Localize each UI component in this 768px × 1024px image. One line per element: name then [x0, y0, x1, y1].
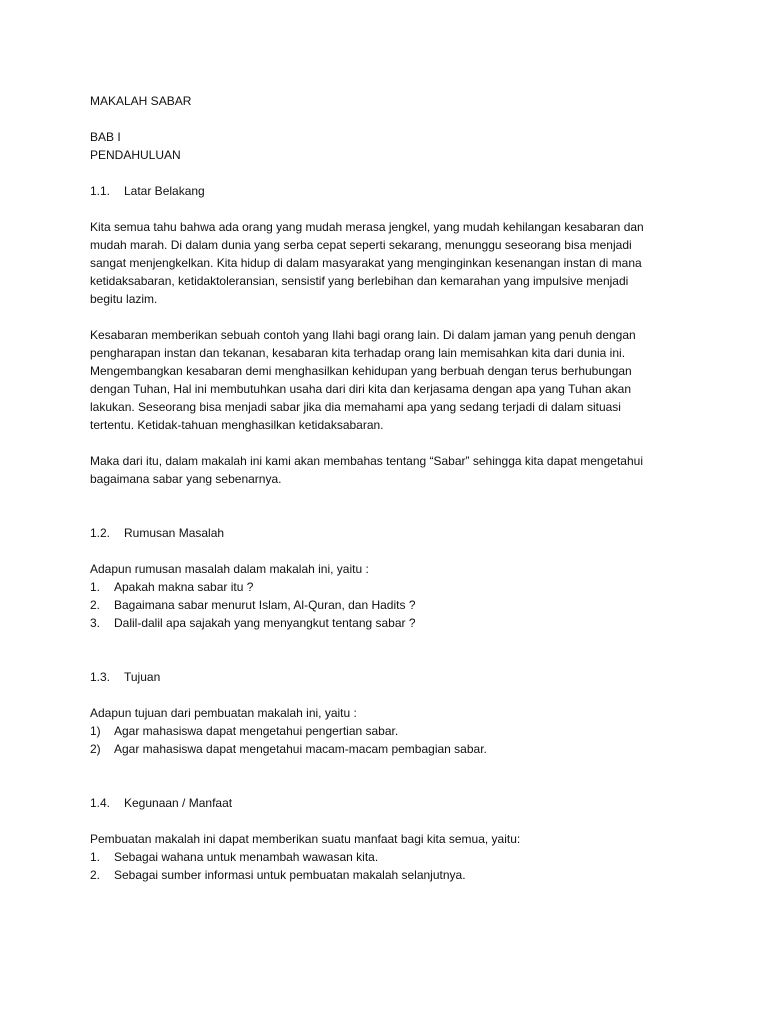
list-item	[90, 578, 690, 596]
section-title: Kegunaan / Manfaat	[124, 796, 233, 810]
paragraph-3	[90, 452, 690, 488]
section-number: 1.3.	[90, 670, 111, 684]
section-number: 1.4.	[90, 796, 111, 810]
section-title: Rumusan Masalah	[124, 526, 225, 540]
list-number: 2)	[90, 742, 101, 756]
paragraph-line: dengan Tuhan, Hal ini membutuhkan usaha dari diri kita dan kerjasama dengan apa yang Tuhan akan	[90, 382, 632, 396]
paragraph-line: Mengembangkan kesabaran demi menghasilkan kehidupan yang berbuah dengan terus berhubungan	[90, 364, 632, 378]
paragraph-line: mudah marah. Di dalam dunia yang serba cepat seperti sekarang, menunggu seseorang bisa menjadi	[90, 238, 632, 252]
paragraph-2	[90, 326, 690, 434]
section-heading-latar-belakang	[90, 182, 690, 200]
document-title: MAKALAH SABAR	[90, 94, 192, 108]
list-text: Sebagai wahana untuk menambah wawasan kita.	[114, 850, 379, 864]
paragraph-line: begitu lazim.	[90, 292, 158, 306]
list-number: 2.	[90, 868, 101, 882]
list-number: 1)	[90, 724, 101, 738]
paragraph-line: tertentu. Ketidak-tahuan menghasilkan ketidaksabaran.	[90, 418, 384, 432]
list-number: 1.	[90, 580, 101, 594]
section-title: Latar Belakang	[124, 184, 205, 198]
paragraph-1	[90, 218, 690, 308]
paragraph-line: Kita semua tahu bahwa ada orang yang mudah merasa jengkel, yang mudah kehilangan kesabaran dan	[90, 220, 644, 234]
paragraph-line: sangat menjengkelkan. Kita hidup di dalam masyarakat yang menginginkan kesenangan instan di mana	[90, 256, 642, 270]
section-number: 1.2.	[90, 526, 111, 540]
section-intro: Adapun tujuan dari pembuatan makalah ini, yaitu :	[90, 706, 357, 720]
section-intro: Pembuatan makalah ini dapat memberikan suatu manfaat bagi kita semua, yaitu:	[90, 832, 521, 846]
list-item	[90, 722, 690, 740]
paragraph-line: Kesabaran memberikan sebuah contoh yang Ilahi bagi orang lain. Di dalam jaman yang penuh dengan	[90, 328, 636, 342]
section-heading-kegunaan	[90, 794, 690, 812]
list-item	[90, 866, 690, 884]
paragraph-line: Maka dari itu, dalam makalah ini kami akan membahas tentang “Sabar” sehingga kita dapat mengetahui	[90, 454, 643, 468]
chapter-label: BAB I	[90, 130, 121, 144]
paragraph-line: lakukan. Seseorang bisa menjadi sabar jika dia memahami apa yang sedang terjadi di dalam situasi	[90, 400, 621, 414]
list-text: Agar mahasiswa dapat mengetahui pengertian sabar.	[114, 724, 399, 738]
list-item	[90, 596, 690, 614]
list-text: Apakah makna sabar itu ?	[114, 580, 254, 594]
paragraph-line: bagaimana sabar yang sebenarnya.	[90, 472, 282, 486]
paragraph-line: ketidaksabaran, ketidaktoleransian, sensistif yang berlebihan dan kemarahan yang impulsive menjadi	[90, 274, 629, 288]
section-intro: Adapun rumusan masalah dalam makalah ini, yaitu :	[90, 562, 369, 576]
section-number: 1.1.	[90, 184, 111, 198]
list-item	[90, 614, 690, 632]
section-title: Tujuan	[124, 670, 161, 684]
paragraph-line: pengharapan instan dan tekanan, kesabaran kita terhadap orang lain memisahkan kita dari dunia ini.	[90, 346, 626, 360]
list-text: Agar mahasiswa dapat mengetahui macam-macam pembagian sabar.	[114, 742, 487, 756]
tujuan-list	[90, 722, 690, 758]
list-number: 2.	[90, 598, 101, 612]
list-text: Bagaimana sabar menurut Islam, Al-Quran, dan Hadits ?	[114, 598, 416, 612]
list-text: Sebagai sumber informasi untuk pembuatan makalah selanjutnya.	[114, 868, 466, 882]
rumusan-list	[90, 578, 690, 632]
section-heading-tujuan	[90, 668, 690, 686]
manfaat-list	[90, 848, 690, 884]
list-number: 1.	[90, 850, 101, 864]
list-number: 3.	[90, 616, 101, 630]
list-item	[90, 740, 690, 758]
chapter-name: PENDAHULUAN	[90, 148, 181, 162]
section-heading-rumusan-masalah	[90, 524, 690, 542]
list-item	[90, 848, 690, 866]
list-text: Dalil-dalil apa sajakah yang menyangkut tentang sabar ?	[114, 616, 416, 630]
document-body	[90, 92, 690, 884]
